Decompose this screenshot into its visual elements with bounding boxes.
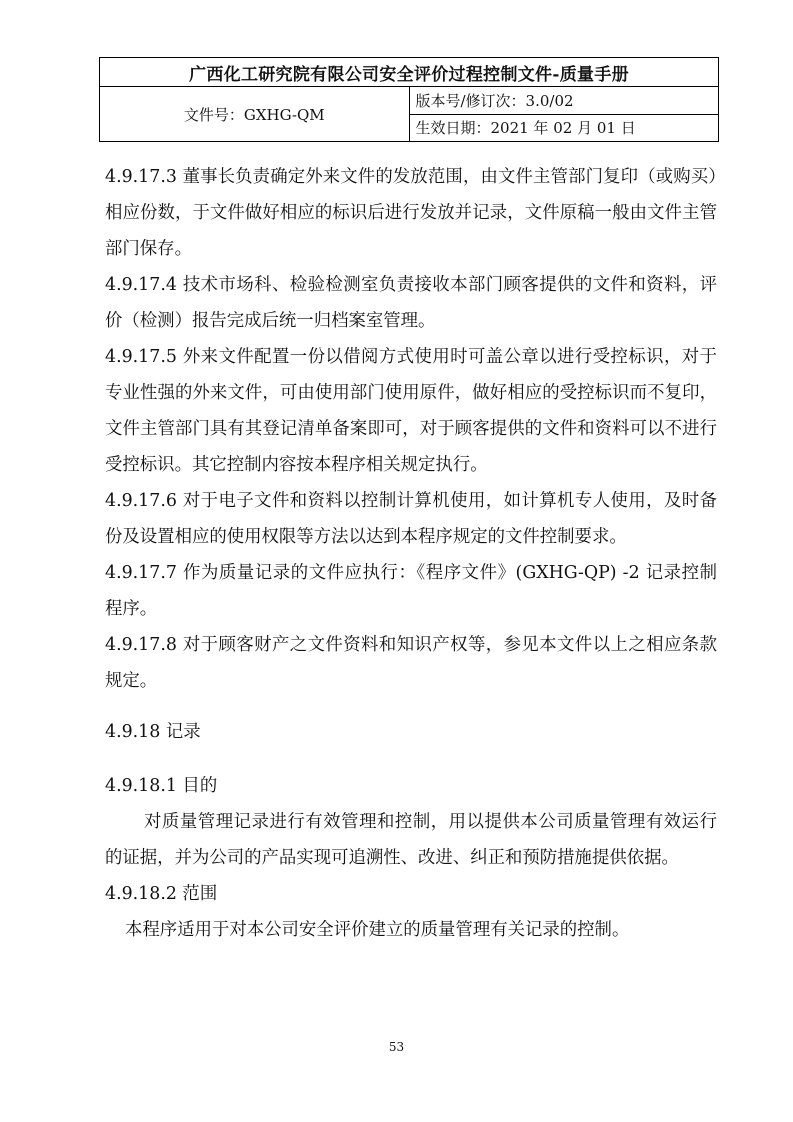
- paragraph-purpose: 对质量管理记录进行有效管理和控制，用以提供本公司质量管理有效运行的证据，并为公司的产品实现可追溯性、改进、纠正和预防措施提供依据。: [105, 812, 717, 868]
- version-revision: 版本号/修订次：3.0/02: [409, 87, 719, 115]
- document-number: 文件号：GXHG-QM: [100, 87, 410, 142]
- page-number: 53: [388, 1040, 405, 1054]
- paragraph-scope: 本程序适用于对本公司安全评价建立的质量管理有关记录的控制。: [125, 920, 630, 940]
- document-body: [105, 159, 717, 699]
- section-4-9-18-1: [105, 768, 717, 948]
- paragraph-4-9-17-5: 4.9.17.5 外来文件配置一份以借阅方式使用时可盖公章以进行受控标识，对于专业性强的外来文件，可由使用部门使用原件，做好相应的受控标识而不复印，文件主管部门具有其登记清单备案即可，对于顾客提供的文件和资料可以不进行受控标识。其它控制内容按本程序相关规定执行。: [105, 347, 717, 475]
- paragraph-4-9-17-3: 4.9.17.3 董事长负责确定外来文件的发放范围，由文件主管部门复印（或购买）相应份数，于文件做好相应的标识后进行发放并记录，文件原稿一般由文件主管部门保存。: [105, 167, 717, 259]
- effective-date: 生效日期：2021 年 02 月 01 日: [409, 114, 719, 142]
- subheading-scope: 4.9.18.2 范围: [105, 884, 218, 904]
- section-4-9-18: [105, 714, 717, 750]
- document-title: 广西化工研究院有限公司安全评价过程控制文件-质量手册: [100, 58, 719, 87]
- paragraph-4-9-17-4: 4.9.17.4 技术市场科、检验检测室负责接收本部门顾客提供的文件和资料，评价（检测）报告完成后统一归档案室管理。: [105, 275, 717, 331]
- subheading-purpose: 4.9.18.1 目的: [105, 776, 218, 796]
- document-header-table: [99, 57, 719, 142]
- paragraph-4-9-17-6: 4.9.17.6 对于电子文件和资料以控制计算机使用，如计算机专人使用，及时备份及设置相应的使用权限等方法以达到本程序规定的文件控制要求。: [105, 491, 717, 547]
- paragraph-4-9-17-8: 4.9.17.8 对于顾客财产之文件资料和知识产权等，参见本文件以上之相应条款规定。: [105, 635, 717, 691]
- section-heading-records: 4.9.18 记录: [105, 722, 201, 742]
- paragraph-4-9-17-7: 4.9.17.7 作为质量记录的文件应执行：《程序文件》(GXHG-QP) -2 记录控制程序。: [105, 563, 717, 619]
